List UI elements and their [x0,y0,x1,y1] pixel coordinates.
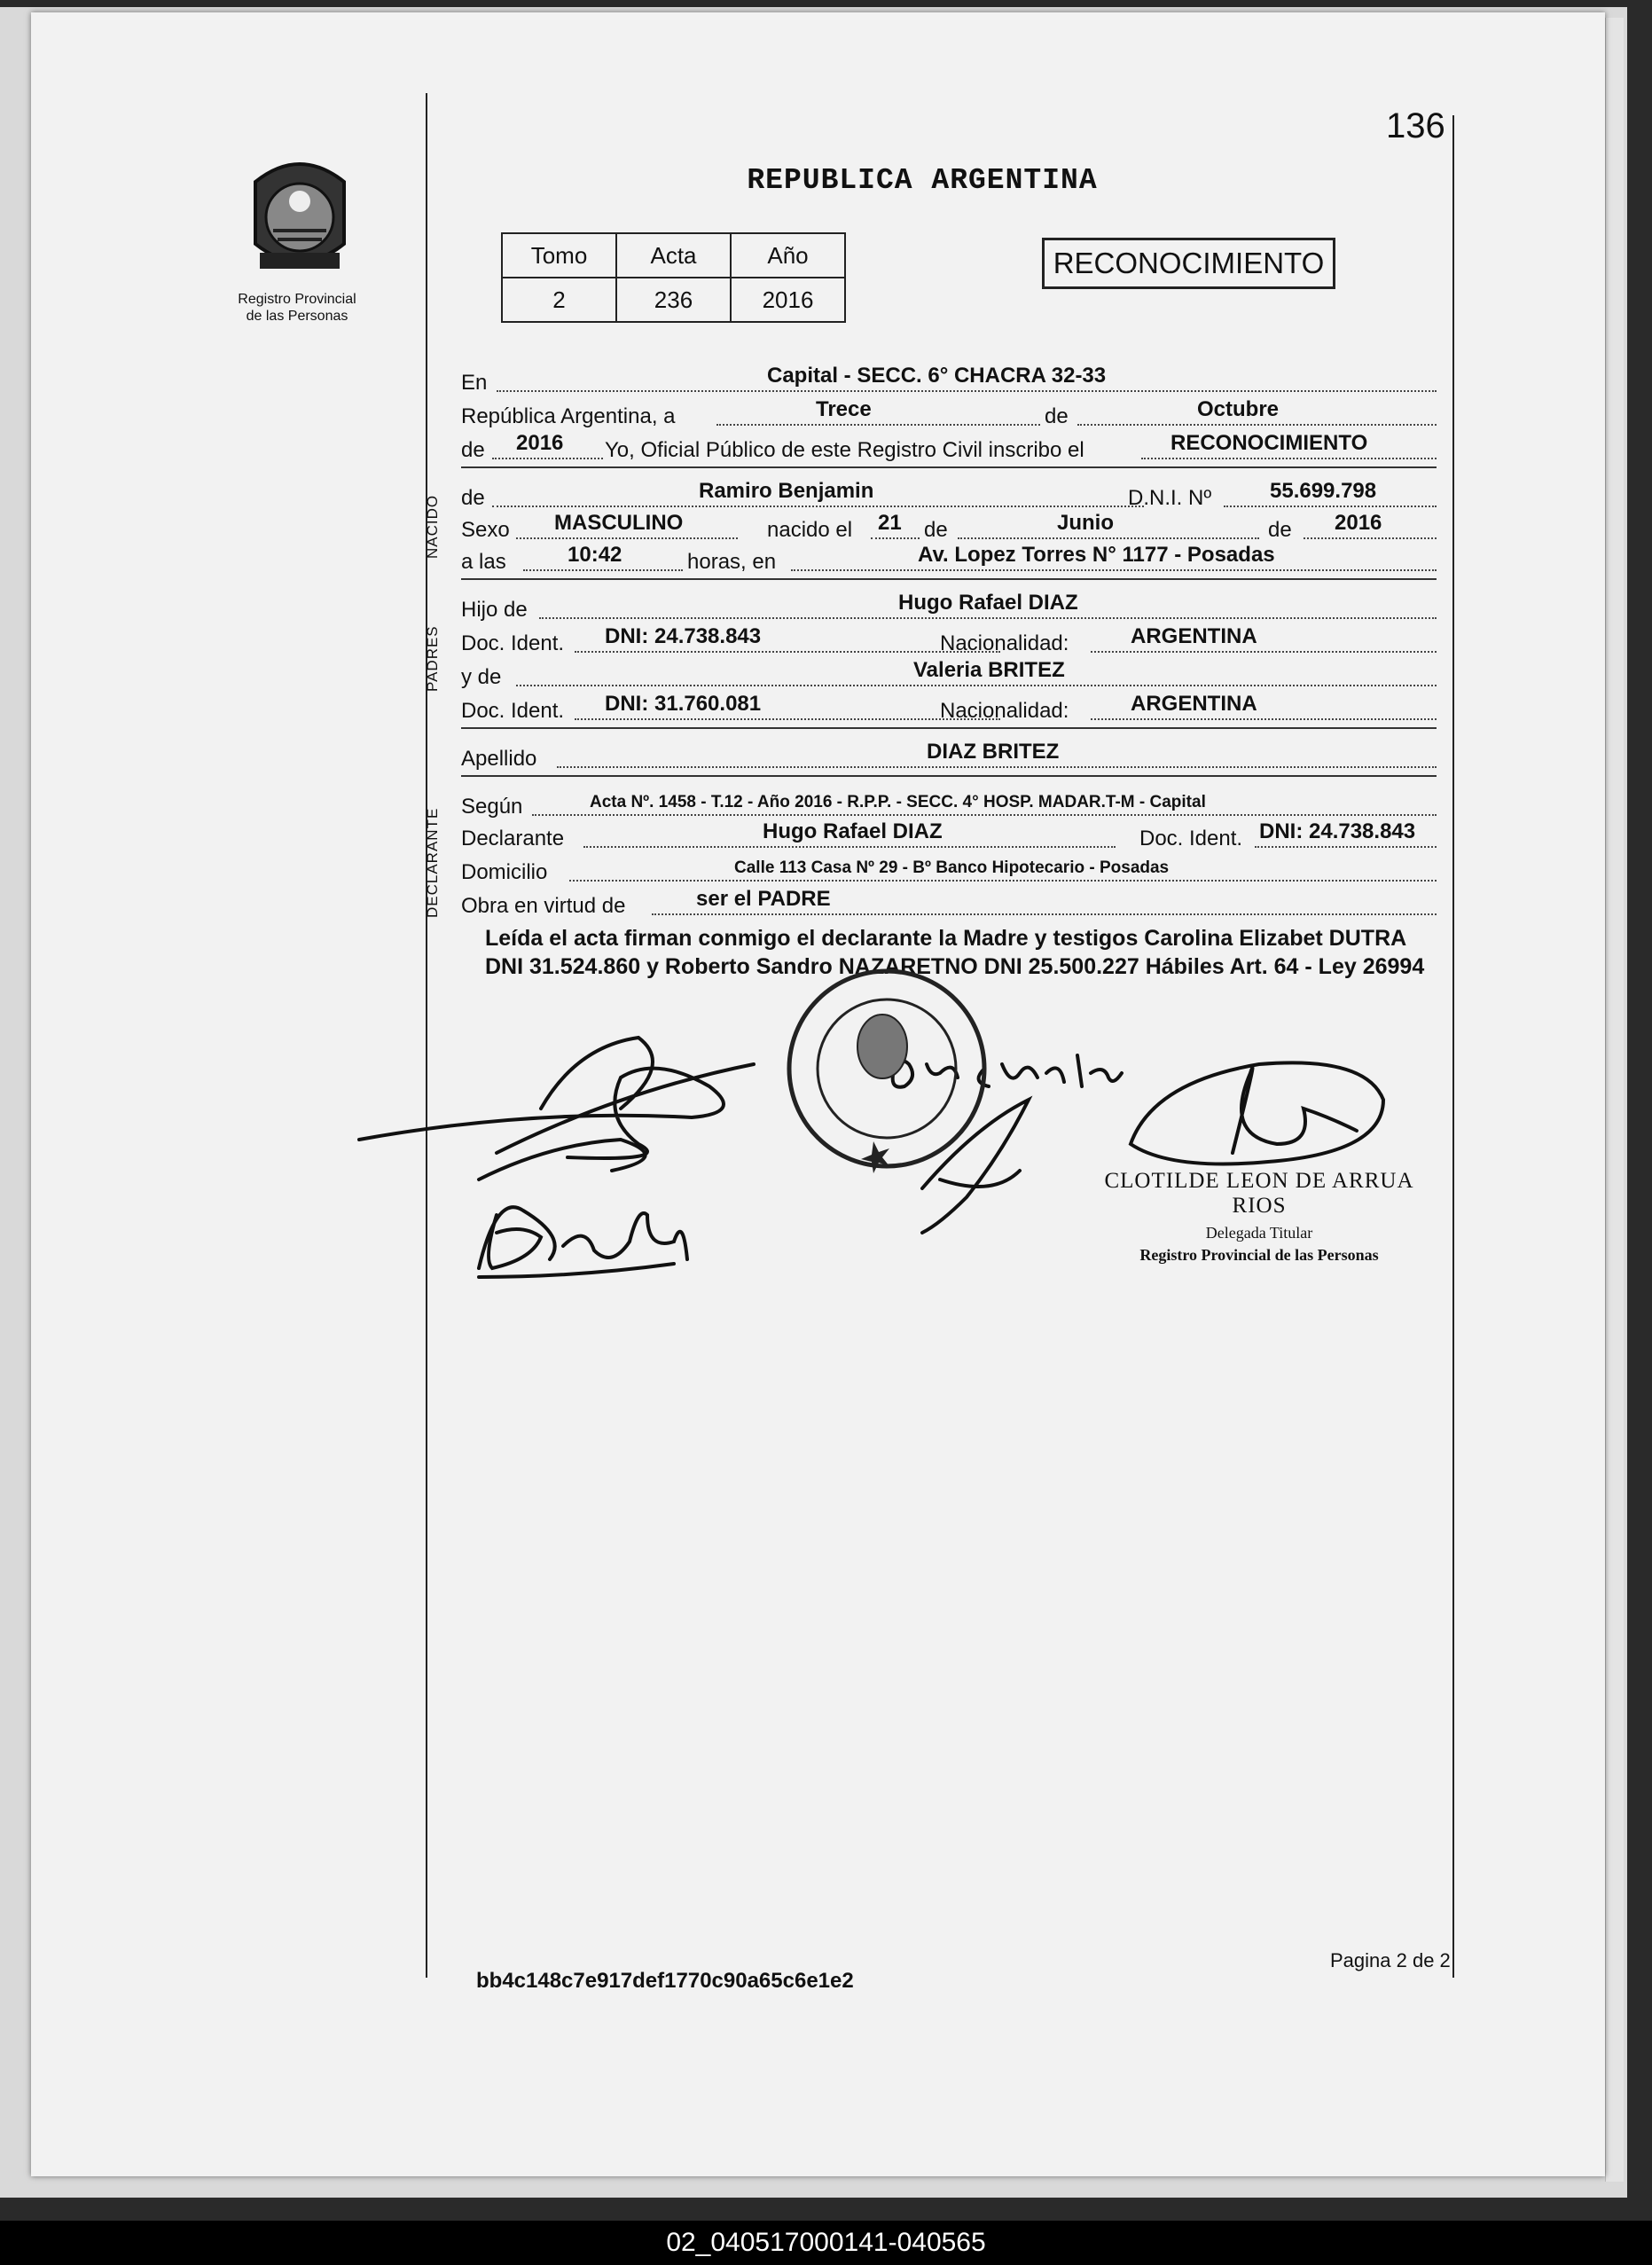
closing-statement: Leída el acta firman conmigo el declarante la Madre y testigos Carolina Elizabet DUTRA DNI 31.524.860 y Roberto Sandro NAZARETNO DNI 25.500.227 Hábiles Art. 64 - Ley 26994 [485,926,1425,979]
declarante-label: Declarante [461,827,565,850]
segun-value: Acta Nº. 1458 - T.12 - Año 2016 - R.P.P. - SECC. 4° HOSP. MADAR.T-M - Capital [590,793,1206,811]
tomo-value: 2 [502,278,616,322]
document-hash: bb4c148c7e917def1770c90a65c6e1e2 [476,1969,854,1993]
yde-label: y de [461,665,502,689]
file-id-strip: 02_040517000141-040565 [0,2221,1652,2265]
registry-label-line1: Registro Provincial [238,292,356,307]
mes-value: Octubre [1197,397,1280,421]
nac-mes-value: Junio [1057,511,1114,535]
nac-anio-value: 2016 [1335,511,1382,535]
decl-doc-label: Doc. Ident. [1139,827,1243,850]
dia-value: Trece [816,397,872,421]
de5-label: de [1268,518,1292,542]
doc-label-madre: Doc. Ident. [461,699,565,723]
anio-value: 2016 [731,278,845,322]
dni-value: 55.699.798 [1270,479,1377,503]
anio-value: 2016 [516,431,564,455]
sexo-label: Sexo [461,518,510,542]
doc-label: Doc. Ident. [461,631,565,655]
officer-name: CLOTILDE LEON DE ARRUA RIOS [1104,1169,1414,1218]
apellido-value: DIAZ BRITEZ [927,740,1060,764]
domicilio-value: Calle 113 Casa Nº 29 - Bº Banco Hipotecario - Posadas [734,858,1170,877]
officer-stamp [1091,1169,1428,1265]
republica-label: República Argentina, a [461,404,676,428]
officer-role: Delegada Titular [1205,1224,1313,1242]
nac-label: Nacionalidad: [940,631,1069,655]
anio-header: Año [731,233,845,278]
side-label-nacido: NACIDO [424,494,441,559]
alas-label: a las [461,550,506,574]
de-label: de [1045,404,1069,428]
madre-nac-value: ARGENTINA [1131,692,1257,716]
declarante-value: Hugo Rafael DIAZ [763,819,943,843]
segun-label: Según [461,795,523,819]
padre-nac-value: ARGENTINA [1131,624,1257,648]
de3-label: de [461,486,485,510]
obra-value: ser el PADRE [696,887,831,911]
horas-label: horas, en [687,550,777,574]
de2-label: de [461,438,485,462]
nac-label-madre: Nacionalidad: [940,699,1069,723]
padre-value: Hugo Rafael DIAZ [898,591,1078,615]
dni-label: D.N.I. Nº [1128,486,1212,510]
de4-label: de [924,518,948,542]
padre-doc-value: DNI: 24.738.843 [605,624,762,648]
page-counter: Pagina 2 de 2 [1330,1949,1451,1971]
madre-value: Valeria BRITEZ [913,658,1065,682]
obra-label: Obra en virtud de [461,894,626,918]
side-label-declarante: DECLARANTE [424,807,441,918]
decl-doc-value: DNI: 24.738.843 [1259,819,1416,843]
page-number: 136 [1386,106,1445,145]
madre-doc-value: DNI: 31.760.081 [605,692,762,716]
registry-label-line2: de las Personas [246,309,348,324]
acta-value: 236 [616,278,731,322]
act-type-badge: RECONOCIMIENTO [1042,238,1335,289]
sexo-value: MASCULINO [554,511,684,535]
officer-org: Registro Provincial de las Personas [1139,1246,1379,1264]
nombre-value: Ramiro Benjamin [699,479,874,503]
document-title: REPUBLICA ARGENTINA [747,164,1098,197]
en-label: En [461,371,488,395]
hora-value: 10:42 [568,543,622,567]
en-value: Capital - SECC. 6° CHACRA 32-33 [767,364,1107,388]
inscribo-value: RECONOCIMIENTO [1170,431,1368,455]
acta-header: Acta [616,233,731,278]
tomo-header: Tomo [502,233,616,278]
nacido-label: nacido el [767,518,853,542]
oficial-text: Yo, Oficial Público de este Registro Civil inscribo el [605,438,1084,462]
apellido-label: Apellido [461,747,537,771]
lugar-value: Av. Lopez Torres N° 1177 - Posadas [918,543,1275,567]
domicilio-label: Domicilio [461,860,548,884]
hijo-label: Hijo de [461,598,528,622]
nac-dia-value: 21 [878,511,902,535]
side-label-padres: PADRES [424,625,441,692]
